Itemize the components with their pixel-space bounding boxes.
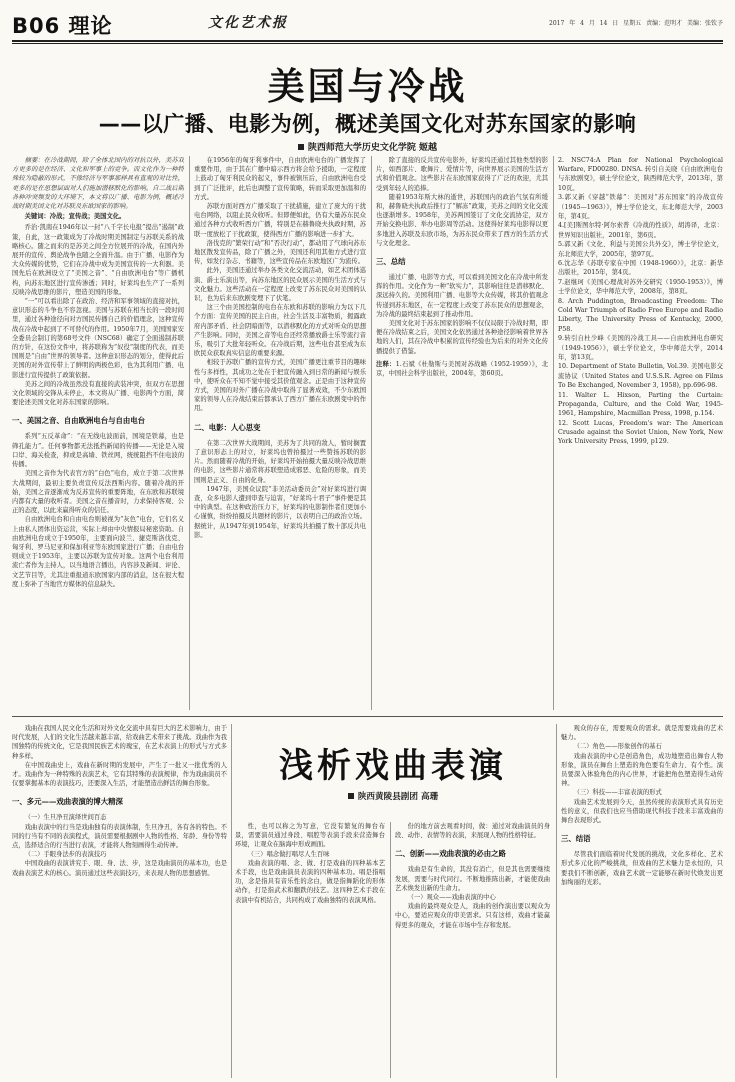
bullet-square-icon bbox=[298, 144, 304, 150]
article1-s1b-p4: 相较于苏联广播的宣传方式，美国广播更注重节目的趣味性与多样性，其成功之处在于把宣传融入到日常的新闻与娱乐中，使听众在不知不觉中接受其价值观念。正是由于这种宣传方式，美国的对外广播在冷战中取得了显著成效，不少东欧国家的领导人在冷战结束后都承认了西方广播在东欧剧变中的作用。 bbox=[194, 359, 366, 413]
reference-9: 9.转引自杜少峰《美国的冷战工具——自由欧洲电台研究（1949-1956）》，硕士学位论文，华中师范大学，2014年，第13页。 bbox=[558, 335, 723, 361]
article1-s1-p2: 美国之音作为代表官方的“白色”电台，成立于第二次世界大战期间，最初主要负责宣传反法西斯内容。随着冷战的开始，美国之音逐渐成为反苏宣传的重要阵地，在东欧和苏联境内都有大量的收听者。美国之音在播音时，力求保持客观、公正的态度，以此来赢得听众的信任。 bbox=[12, 470, 184, 515]
article2-conclusion-heading: 三、结语 bbox=[561, 834, 591, 844]
article1-title: 美国与冷战 bbox=[267, 65, 468, 108]
article2-column-2 bbox=[235, 822, 385, 1078]
article2-c2-p1: 性，也可以称之为写意，它没有繁复的舞台布景，需要演员通过身段、唱腔等表演手段来营造舞台环境，让观众在脑海中形成画面。 bbox=[235, 823, 385, 849]
article2-author-text: 陕西黄陵县剧团 高珊 bbox=[357, 792, 439, 802]
article1-s1-p4: 在1956年的匈牙利事件中，自由欧洲电台的广播发挥了重要作用，由于其在广播中暗示西方将会给予援助，一定程度上鼓动了匈牙利民众的起义，事件被镇压后，自由欧洲电台受到了广泛批评，此后也调整了宣传策略，转而采取更加温和的方式。 bbox=[194, 157, 366, 201]
article2-column-3 bbox=[395, 822, 550, 1078]
reference-7: 7.赵继珂《美国心理战对苏外交研究（1950-1953）》，博士学位论文，华中师范大学，2008年，第8页。 bbox=[558, 279, 723, 296]
article1-s2-p3: 除了直接的反共宣传电影外，好莱坞还通过其他类型的影片，如西部片、歌舞片、爱情片等，向世界展示美国的生活方式和价值观念。这些影片在东欧国家获得了广泛的欢迎，尤其受到年轻人的追捧。 bbox=[376, 157, 548, 192]
article2-c1-p2: （二）手眼身法步的表演技巧 bbox=[24, 851, 107, 859]
column-divider bbox=[189, 156, 190, 710]
column-divider bbox=[371, 156, 372, 710]
article2-author bbox=[234, 790, 552, 802]
article1-s1-p5: 苏联方面对西方广播采取了干扰措施，建立了庞大的干扰电台网络，以阻止民众收听。但即便如此，仍有大量苏东民众通过各种方式收听西方广播，特别是在赫鲁晓夫执政时期，苏联一度放松了干扰政策，使得西方广播的影响进一步扩大。 bbox=[194, 203, 366, 238]
reference-12: 12. Scott Lucas, Freedom's war: The American Crusade against the Soviet Union, New York, New York University Press, 1999, p129. bbox=[558, 419, 723, 446]
article2-c3-p3: （一）观众——戏曲表演的中心 bbox=[407, 894, 496, 902]
reference-1: 1.石斌《杜勒斯与美国对苏战略（1952-1959）》，北京，中国社会科学出版社，2004年，第60页。 bbox=[376, 360, 548, 378]
article1-s2-p1: 在第二次世界大战期间，美苏为了共同的敌人，暂时搁置了意识形态上的对立，好莱坞也曾拍摄过一些赞扬苏联的影片。然而随着冷战的开始，好莱坞开始拍摄大量反映冷战思维的电影，这些影片通常将苏联塑造成邪恶、危险的形象，而美国则是正义、自由的化身。 bbox=[194, 439, 366, 484]
article2-title: 浅析戏曲表演 bbox=[279, 746, 507, 786]
article1-notes bbox=[376, 360, 548, 378]
article1-subtitle: ——以广播、电影为例，概述美国文化对苏东国家的影响 bbox=[98, 112, 637, 136]
article1-column-3 bbox=[376, 156, 548, 710]
column-divider bbox=[556, 724, 557, 1078]
article2-intro-p1: 戏曲在我国人民文化生活和对外文化交流中具有巨大的艺术影响力，由于时代发展，人们的文化生活越来越丰富，给戏曲艺术带来了挑战。戏曲作为我国独特的传统文化，它是我国民族艺术的瑰宝，在艺术表演上的形式与方式多种多样。 bbox=[12, 725, 227, 760]
article2-c3-p1: 份的地方前去观看时间，做：通过对戏曲演员的身段、动作、表情等的表演，来展现人物的性格特征。 bbox=[395, 823, 550, 840]
article1-s1b-p1: 洛伐克的“繁荣行动”和“否决行动”，都动用了气球向苏东地区散发宣传品，除了广播之外，美国还利用其他方式进行宣传，如发行杂志、书籍等，这些宣传品在东欧地区广为流传。 bbox=[194, 239, 366, 266]
reference-4: 4.[美]斯图尔特·阿尔索普《冷战的性质》，胡涛译，北京：世界知识出版社，2001年，第6页。 bbox=[558, 222, 723, 239]
article1-s1b-p2: 此外，美国还通过举办各类文化交流活动，如艺术团体巡演、爵士乐演出等，向苏东地区的民众展示美国的生活方式与文化魅力。这些活动在一定程度上改变了苏东民众对美国的认识，也为后来东欧剧变埋下了伏笔。 bbox=[194, 267, 366, 303]
reference-5: 5.郭又新《文化、利益与美国公共外交》，博士学位论文，东北师范大学，2005年，第97页。 bbox=[558, 241, 723, 258]
article1-author-text: 陕西师范大学历史文化学院 姬越 bbox=[307, 143, 438, 153]
article2-c4-p1: 观众的存在，需要观众的需求。就是需要戏曲的艺术魅力。 bbox=[561, 725, 723, 742]
article1-s1-p3: 自由欧洲电台和自由电台则被视为“灰色”电台，它们名义上由私人团体出资运营，实际上却由中央情报局秘密资助。自由欧洲电台成立于1950年，主要面向波兰、捷克斯洛伐克、匈牙利、罗马尼亚和保加利亚等东欧国家进行广播；自由电台则成立于1953年，主要以苏联为宣传对象。这两个电台利用流亡者作为主持人，以当地语言播出，内容涉及新闻、评论、文艺节目等，尤其注重报道东欧国家内部的消息，这在很大程度上弥补了当地官方媒体的信息缺失。 bbox=[12, 516, 184, 588]
column-divider bbox=[553, 156, 554, 710]
article1-s3-p2: 美国文化对于苏东国家的影响不仅仅局限于冷战时期，即便在冷战结束之后，美国文化依然通过各种途径影响着世界各地的人们，其在冷战中积累的宣传经验也为后来的对外文化传播提供了借鉴。 bbox=[376, 320, 548, 355]
reference-8: 8. Arch Puddington, Broadcasting Freedom: The Cold War Triumph of Radio Free Europe and Radio Liberty, The University Press of Kentucky, 2000, P58. bbox=[558, 298, 723, 333]
article1-section1-heading: 一、美国之音、自由欧洲电台与自由电台 bbox=[12, 416, 146, 426]
newspaper-logo: 文化艺术报 bbox=[208, 15, 288, 31]
article2-c4-p4: （三）科技——丰富表演的形式 bbox=[573, 789, 662, 797]
article2-intro-p2: 在中国戏曲史上，戏曲在新时期的发展中，产生了一批又一批优秀的人才。戏曲作为一种特殊的表演艺术，它有其特殊的表演规律，作为戏曲演员不仅要掌握基本的表演技巧，还要深入生活，才能塑造出鲜活的舞台形象。 bbox=[12, 761, 227, 788]
article2-c4-p5: 戏曲艺术发展到今天，虽然传统的表演形式具有历史性的意义，但我们也应当借助现代科技手段来丰富戏曲的舞台表现形式。 bbox=[561, 798, 723, 825]
article1-column-1 bbox=[12, 156, 184, 710]
article1-abstract: 摘要：在冷战期间，除了全体北国内的对抗以外，美苏双方更多的是在经济、文化和军事上的竞争。而文化作为一种特殊较为隐蔽的形式，不像经济与军事那样具有直观的对比性，更多的是在思想层面对人们施加潜移默化的影响。自二战后期各种冲突频发的大环境下，本文将以广播、电影为例，概述冷战时期美国文化对苏联及东欧国家的影响。 bbox=[12, 157, 184, 211]
article2-c2-p3: 戏曲表演的唱、念、做、打是戏曲的四种基本艺术手段，也是戏曲演员表演的四种基本功。唱是指唱功，念是指具有音乐性的念白，做是指舞蹈化的形体动作，打是指武术和翻跌的技艺。这四种艺术手段在表演中有机结合，共同构成了戏曲独特的表演风格。 bbox=[235, 859, 385, 904]
article2-conclusion-p1: 尽管我们面临着时代发展的挑战，文化多样化、艺术形式多元化的严峻挑战，但戏曲的艺术魅力是永恒的，只要我们不断创新，戏曲艺术就一定能够在新时代焕发出更加绚丽的光彩。 bbox=[561, 851, 723, 886]
article2-c3-p4: 戏曲的最终观众是人，戏曲的创作演出要以观众为中心，要适应观众的审美需求。只有这样，戏曲才能赢得更多的观众，才能在市场中生存和发展。 bbox=[395, 903, 550, 929]
article1-intro-p2: “一”可以看出除了在政治、经济和军事领域的直接对抗，意识形态的斗争也不容忽视。美国与苏联在相当长的一段时间里，通过各种途径向对方国民传播自己的价值理念，这种宣传战在冷战中起到了不可替代的作用。1950年7月，美国国家安全委员会制订的第68号文件（NSC68）确定了全面遏制苏联的方针，在这份文件中，将苏联称为“奴役”制度的代表，而美国则是“自由”世界的领导者。这种意识形态的划分，使得此后美国的对外宣传带上了鲜明的两极色彩，也为其利用广播、电影进行宣传提供了政策依据。 bbox=[12, 298, 184, 379]
article2-c2-p2: （三）唱念做打唱尽人生百味 bbox=[247, 850, 330, 858]
article2-c1-p1: 戏曲表演中的行当是戏曲独有的表演体制，生旦净丑，各有各的特色。不同的行当有不同的表演程式，演员需要根据剧中人物的性格、年龄、身份等特点，选择适合的行当进行表演，才能将人物刻画得生动传神。 bbox=[12, 823, 227, 850]
article1-keywords: 关键词：冷战；宣传战；美国文化。 bbox=[24, 213, 126, 221]
article-divider bbox=[12, 716, 723, 717]
article1-intro-p3: 美苏之间的冷战虽然没有直接的武装冲突，但双方在思想文化领域的交锋从未停止，本文将从广播、电影两个方面，简要论述美国文化对苏东国家的影响。 bbox=[12, 380, 184, 407]
issue-info: 2017 年 4 月 14 日 星期五 责编：范明才 美编：张钦予 bbox=[549, 20, 723, 27]
article1-author bbox=[0, 140, 735, 153]
article2-column-4 bbox=[561, 724, 723, 1078]
reference-3: 3.郭又新《穿越“铁幕”：美国对“苏东国家”的冷战宣传（1945—1963）》，博士学位论文，东北师范大学，2003年，第4页。 bbox=[558, 194, 723, 220]
article2-sub1: （一）生旦净丑演绎世间百态 bbox=[24, 814, 107, 822]
article2-section2-heading: 二、创新——戏曲表演的必由之路 bbox=[395, 849, 506, 859]
article1-section3-heading: 三、总结 bbox=[376, 257, 406, 267]
column-divider bbox=[390, 822, 391, 1078]
article2-c4-p2: （二）角色——形象创作的基石 bbox=[573, 743, 662, 751]
article1-s1-p1: 系列“五反革命”：“在无线电波面前，国境是铁幕，也是筛孔能力”。任何事物都无法抵挡新闻的传播——无论是入境口岸、海关检查，抑或是高墙、铁丝网，统统阻挡不住电波的传播。 bbox=[12, 433, 184, 469]
notes-heading: 注释： bbox=[376, 360, 396, 368]
article2-section1-heading: 一、多元——戏曲表演的博大精深 bbox=[12, 797, 123, 807]
article1-references-column bbox=[558, 156, 723, 710]
article1-s2-p4: 随着1953年斯大林的逝世，苏联国内的政治气氛有所缓和，赫鲁晓夫执政后推行了“解冻”政策，美苏之间的文化交流也逐渐增多。1958年，美苏两国签订了文化交流协定，双方开始交换电影、举办电影周等活动。这使得好莱坞电影得以更多地进入苏联及东欧市场，为苏东民众带来了西方的生活方式与文化理念。 bbox=[376, 193, 548, 247]
page-section-code: B06 理论 bbox=[12, 14, 113, 38]
masthead-rule bbox=[12, 40, 723, 42]
article2-c1-p3: 中国戏曲的表演讲究手、眼、身、法、步，这是戏曲演员的基本功，也是戏曲表演艺术的核心。演员通过这些表演技巧，来表现人物的思想感情。 bbox=[12, 860, 227, 877]
masthead-rule-thin bbox=[12, 43, 723, 44]
article1-s1b-p3: 这三个由美国控制的电台在东欧和苏联的影响力为以下几个方面：宣传美国的民主自由，社会生活及丰富物质，揭露政府内部矛盾、社会阴暗面等，以潜移默化的方式对听众的思想产生影响。同时，美国之音等电台还经常播放爵士乐等流行音乐，吸引了大批年轻听众。在冷战后期，这些电台甚至成为东欧民众获取真实信息的重要来源。 bbox=[194, 304, 366, 358]
article1-column-2 bbox=[194, 156, 366, 710]
masthead bbox=[12, 8, 723, 38]
reference-10: 10. Department of State Bulletin, Vol.39. 美国电影交流协议（United States and U.S.S.R. Agree on Films To Be Exchanged, November 3, 1958), pp.696-98. bbox=[558, 363, 723, 389]
reference-11: 11. Walter L. Hixson, Parting the Curtain: Propaganda, Culture, and the Cold War, 1945-1961, Hampshire, Macmillan Press, 1998, p.154. bbox=[558, 391, 723, 417]
article2-column-1 bbox=[12, 724, 227, 1078]
article1-section2-heading: 二、电影：人心思变 bbox=[194, 422, 261, 432]
article1-intro-p1: 乔治·凯南在1946年以一封“八千字长电报”提出“遏制”政策，自此，这一政策成为了冷战时期美国制定与苏联关系的战略核心。随之而来的是苏美之间全方位展开的冷战，在国内外展开的宣传、舆论战争也随之全面升温。由于广播、电影作为大众传媒的优势，它们在冷战中成为美国宣传的一大利器。美国先后在欧洲设立了“美国之音”、“自由欧洲电台”等广播机构，向苏东地区进行宣传渗透；同时，好莱坞也生产了一系列反映冷战思维的影片，塑造美国的形象。 bbox=[12, 224, 184, 296]
article1-s2-p2: 1947年，美国众议院“非美活动委员会”对好莱坞进行调查，众多电影人遭到审查与迫害，“好莱坞十君子”事件便是其中的典型。在这种政治压力下，好莱坞的电影制作者们更加小心谨慎，纷纷拍摄反共题材的影片，以表明自己的政治立场。据统计，从1947年到1954年，好莱坞共拍摄了数十部反共电影。 bbox=[194, 485, 366, 539]
reference-2: 2. NSC74:A Plan for National Psychological Warfare, FD00280. DNSA. 转引自关晓《自由欧洲电台与东欧剧变》，硕士学位论文，陕西师范大学，2013年，第10页。 bbox=[558, 157, 723, 192]
reference-6: 6.沈志华《苏联专家在中国（1948-1960）》，北京：新华出版社，2015年，第4页。 bbox=[558, 260, 723, 277]
article2-c3-p2: 戏曲是有生命的，其没有消亡，但是其也需要继续发展，需要与时代同行。不断地推陈出新，才能使戏曲艺术焕发出新的生命力。 bbox=[395, 866, 550, 892]
article1-s3-p1: 通过广播、电影等方式，可以看到美国文化在冷战中所发挥的作用。文化作为一种“软实力”，其影响往往是潜移默化、深远持久的。美国利用广播、电影等大众传媒，将其价值观念传递到苏东地区，在一定程度上改变了苏东民众的思想观念，为冷战的最终结束起到了推动作用。 bbox=[376, 274, 548, 318]
column-divider bbox=[231, 724, 232, 1078]
article2-c4-p3: 戏曲表演的中心是创造角色，成功地塑造出舞台人物形象，演员在舞台上塑造的角色要有生命力、有个性。演员要深入体验角色的内心世界，才能把角色塑造得生动传神。 bbox=[561, 752, 723, 788]
bullet-square-icon bbox=[348, 793, 354, 799]
